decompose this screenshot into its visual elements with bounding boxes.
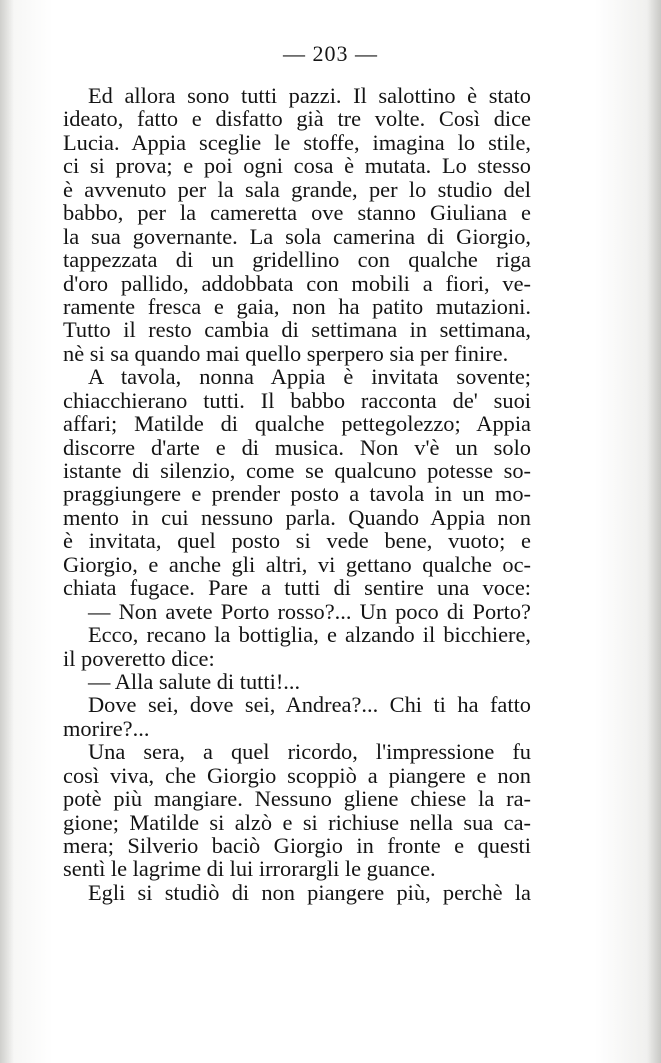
text-line: babbo, per la cameretta ove stanno Giuliana e <box>63 200 531 226</box>
text-line: chiacchierano tutti. Il babbo racconta de' suoi <box>63 387 531 413</box>
text-line: Una sera, a quel ricordo, l'impressione fu <box>88 739 531 765</box>
text-line: tappezzata di un gridellino con qualche riga <box>63 247 531 273</box>
text-line: Dove sei, dove sei, Andrea?... Chi ti ha fatto <box>88 692 531 718</box>
page-number: — 203 — <box>283 41 378 66</box>
text-line: Tutto il resto cambia di settimana in settimana, <box>63 317 531 343</box>
text-line: istante di silenzio, come se qualcuno potesse so- <box>63 458 531 483</box>
text-line: gione; Matilde si alzò e si richiuse nella sua ca- <box>63 809 531 835</box>
text-line: chiata fugace. Pare a tutti di sentire una voce: <box>63 575 531 601</box>
text-line: sentì le lagrime di lui irrorargli le guance. <box>63 856 436 882</box>
text-line: ramente fresca e gaia, non ha patito mutazioni. <box>63 293 531 319</box>
text-line: — Alla salute di tutti!... <box>88 668 301 694</box>
text-line: — Non avete Porto rosso?... Un poco di Porto? <box>88 598 531 624</box>
text-line: così viva, che Giorgio scoppiò a piangere e non <box>63 762 531 788</box>
text-line: la sua governante. La sola camerina di Giorgio, <box>63 223 531 249</box>
text-line: è invitata, quel posto si vede bene, vuoto; e <box>63 528 531 554</box>
text-line: discorre d'arte e di musica. Non v'è un solo <box>63 434 531 460</box>
text-line: affari; Matilde di qualche pettegolezzo; Appia <box>63 411 531 437</box>
text-line: potè più mangiare. Nessuno gliene chiese la ra- <box>63 786 531 812</box>
text-line: il poveretto dice: <box>63 645 215 671</box>
text-line: Egli si studiò di non piangere più, perchè la <box>88 879 531 905</box>
text-line: mento in cui nessuno parla. Quando Appia non <box>63 504 531 530</box>
text-line: Lucia. Appia sceglie le stoffe, imagina lo stile, <box>63 129 531 155</box>
text-line: morire?... <box>63 715 150 741</box>
text-line: d'oro pallido, addobbata con mobili a fiori, ve- <box>63 270 531 296</box>
body-text <box>63 84 531 904</box>
text-line: praggiungere e prender posto a tavola in un mo- <box>63 481 531 507</box>
text-line: Giorgio, e anche gli altri, vi gettano qualche oc- <box>63 551 531 577</box>
text-line: Ed allora sono tutti pazzi. Il salottino è stato <box>88 83 531 108</box>
text-line: ci si prova; e poi ogni cosa è mutata. Lo stesso <box>63 153 531 179</box>
text-line: A tavola, nonna Appia è invitata sovente; <box>88 364 531 390</box>
text-line: è avvenuto per la sala grande, per lo studio del <box>63 176 531 202</box>
text-line: mera; Silverio baciò Giorgio in fronte e questi <box>63 833 531 858</box>
page-left-edge <box>0 0 14 1063</box>
text-line: Ecco, recano la bottiglia, e alzando il bicchiere, <box>88 622 531 648</box>
text-line: nè si sa quando mai quello sperpero sia per finire. <box>63 340 509 366</box>
page-right-edge <box>647 0 661 1063</box>
text-line: ideato, fatto e disfatto già tre volte. Così dice <box>63 106 531 132</box>
